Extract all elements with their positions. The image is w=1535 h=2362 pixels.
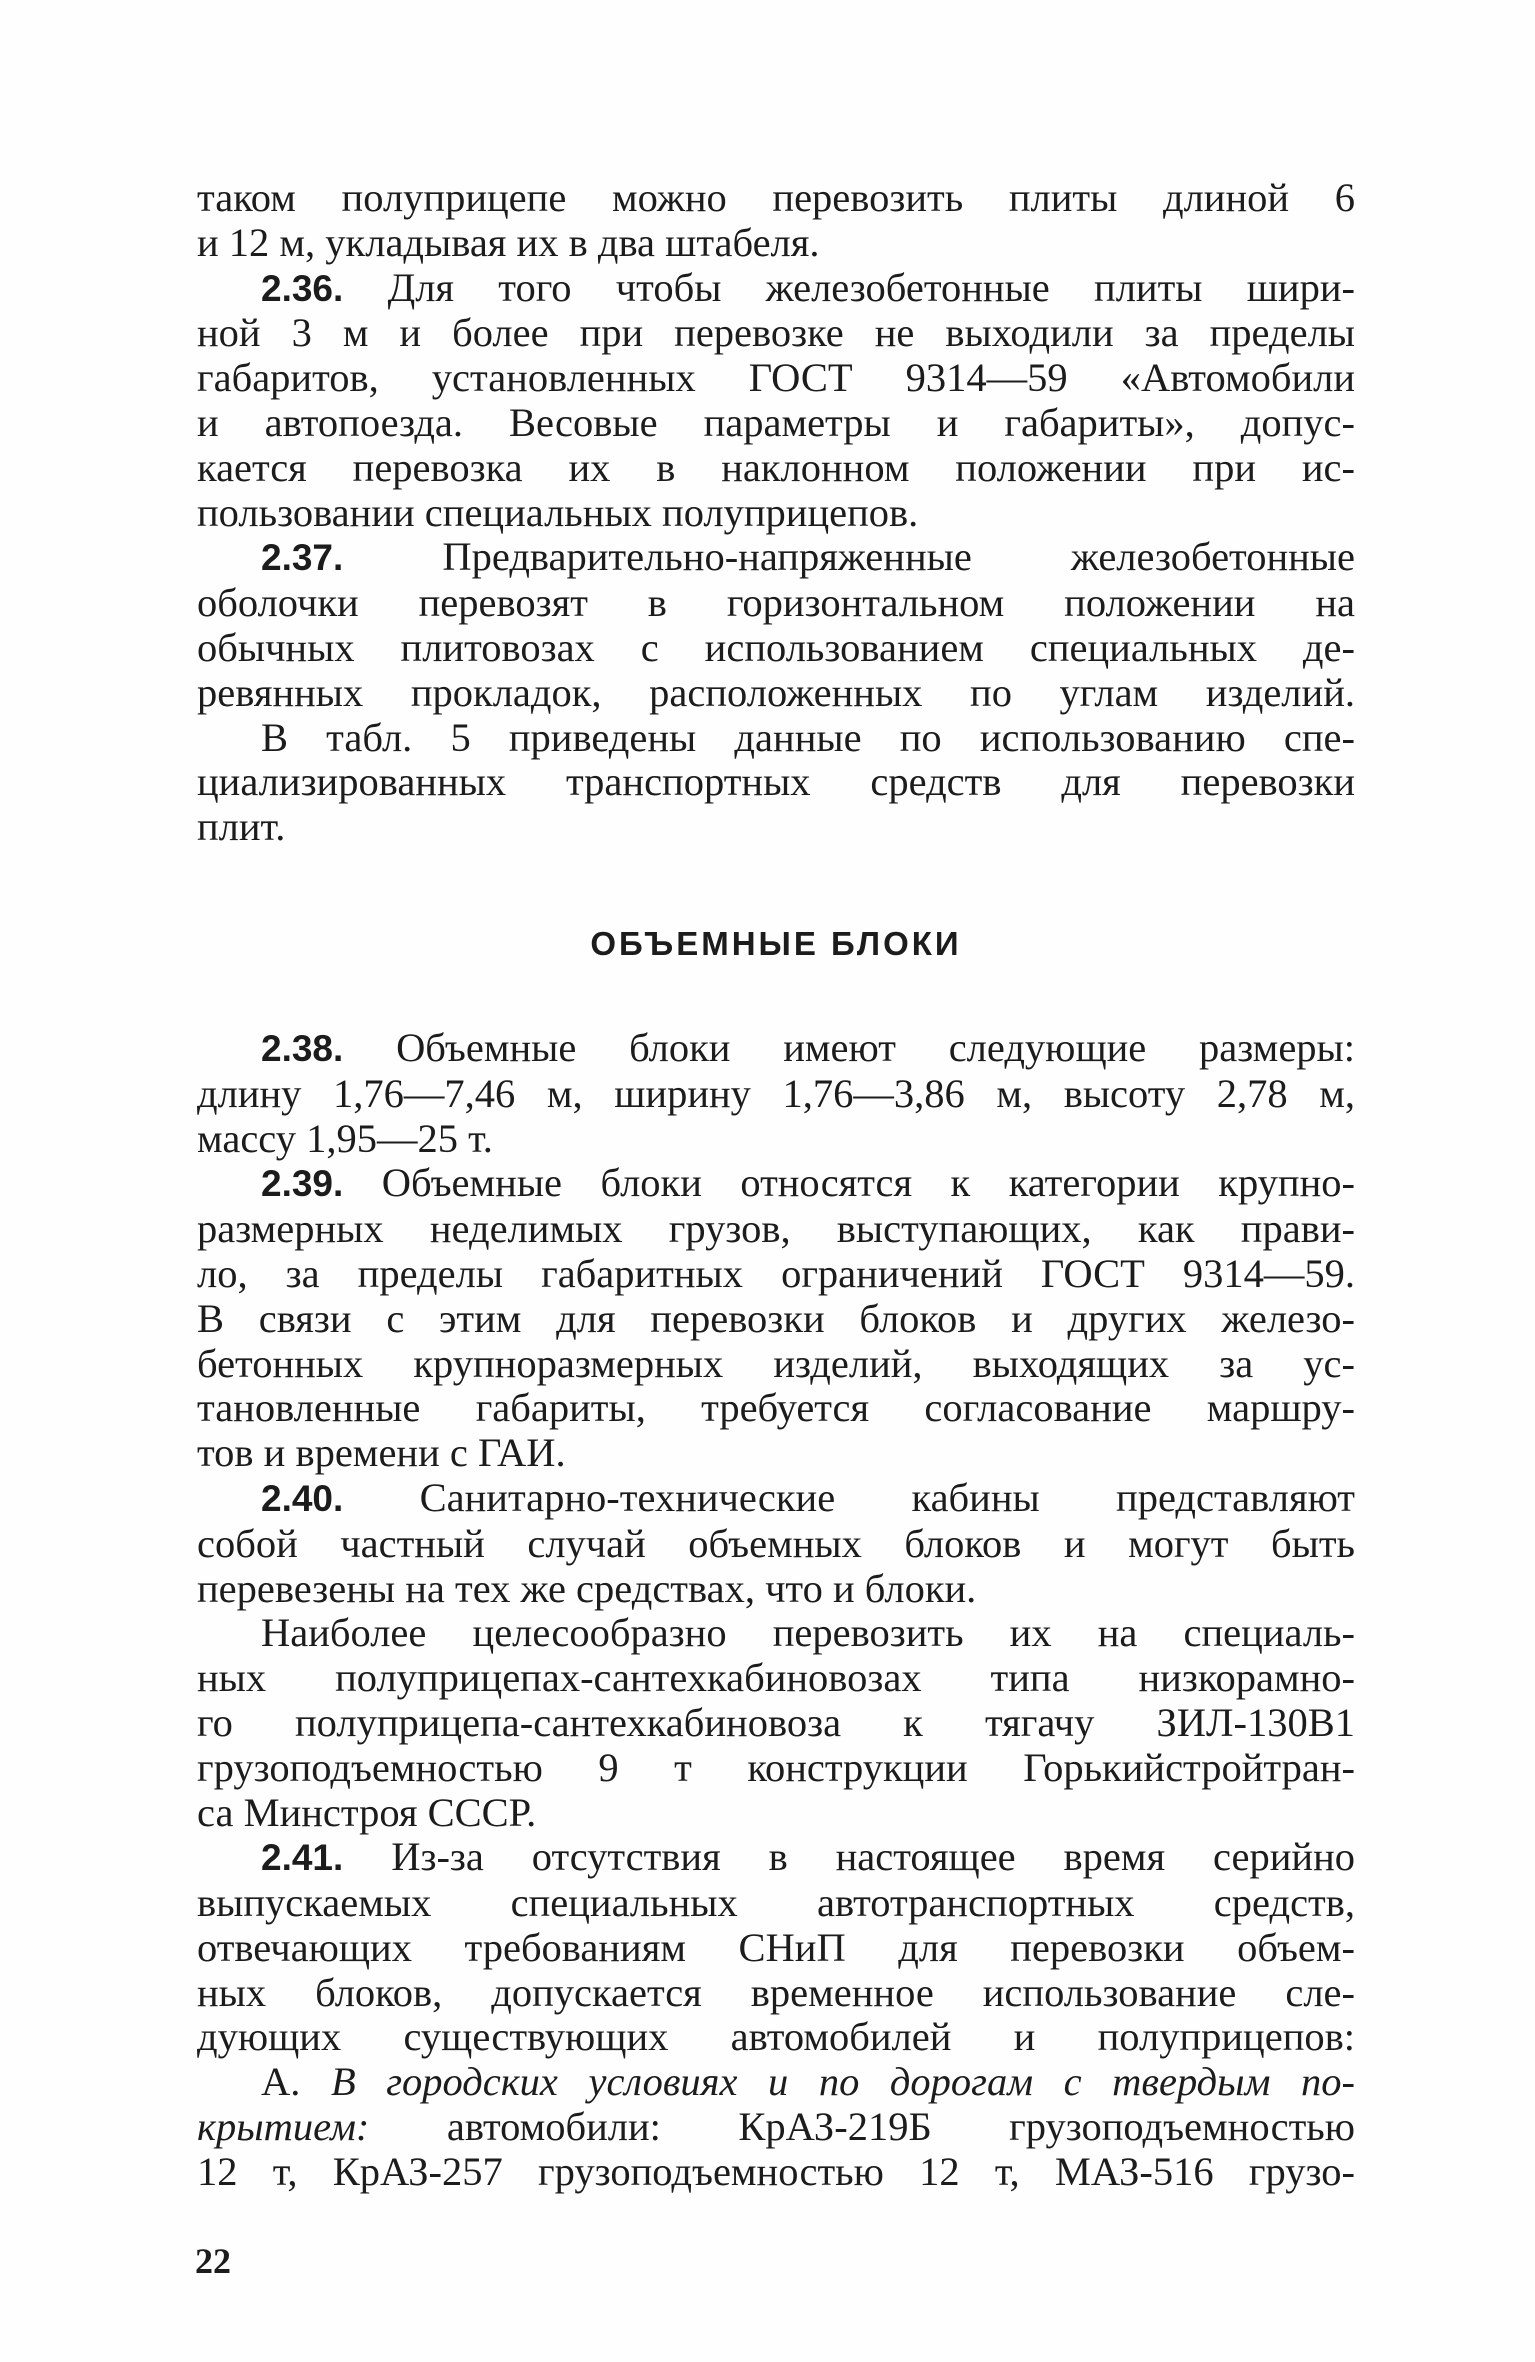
paragraph-2-37-line: 2.37. Предварительно-напряженные железобетонные: [261, 534, 1355, 580]
body-text: [197, 176, 1355, 2195]
text-line: ных полуприцепах-сантехкабиновозах типа низкорамно-: [197, 1655, 1355, 1701]
clause-number: 2.37.: [261, 537, 344, 579]
text-line: ло, за пределы габаритных ограничений ГОСТ 9314—59.: [197, 1250, 1355, 1296]
paragraph-2-40-line: 2.40. Санитарно-технические кабины представляют: [261, 1474, 1356, 1520]
text-line: ной 3 м и более при перевозке не выходили за пределы: [197, 310, 1355, 356]
text-line: оболочки перевозят в горизонтальном положении на: [197, 580, 1355, 626]
text-line: кается перевозка их в наклонном положении при ис-: [197, 444, 1355, 490]
clause-number: 2.36.: [261, 267, 344, 309]
paragraph-2-38-line: 2.38. Объемные блоки имеют следующие размеры:: [261, 1024, 1356, 1070]
text-line: массу 1,95—25 т.: [197, 1115, 493, 1161]
page-number: 22: [195, 2241, 231, 2281]
italic-text: крытием:: [197, 2104, 370, 2150]
text-line: дующих существующих автомобилей и полуприцепов:: [197, 2014, 1355, 2060]
paragraph-a-line: крытием: автомобили: КрАЗ-219Б грузоподъемностью: [197, 2104, 1355, 2150]
paragraph-a-line: А. В городских условиях и по дорогам с твердым по-: [261, 2059, 1356, 2105]
text-line: В табл. 5 приведены данные по использованию спе-: [261, 714, 1355, 760]
text-line: обычных плитовозах с использованием специальных де-: [197, 624, 1355, 670]
text-line: Наиболее целесообразно перевозить их на специаль-: [261, 1610, 1355, 1656]
text-line: выпускаемых специальных автотранспортных средств,: [197, 1880, 1355, 1926]
text-line: размерных неделимых грузов, выступающих, как прави-: [197, 1206, 1355, 1252]
section-heading: ОБЪЕМНЫЕ БЛОКИ: [590, 924, 962, 962]
text-line: грузоподъемностью 9 т конструкции Горькийстройтран-: [197, 1744, 1355, 1790]
clause-number: 2.39.: [261, 1163, 344, 1205]
text-line: го полуприцепа-сантехкабиновоза к тягачу ЗИЛ-130В1: [197, 1699, 1355, 1745]
text-line: перевезены на тех же средствах, что и блоки.: [197, 1565, 977, 1611]
text-line: отвечающих требованиям СНиП для перевозки объем-: [197, 1924, 1355, 1970]
text-line: ревянных прокладок, расположенных по углам изделий.: [197, 669, 1355, 715]
text-line: пользовании специальных полуприцепов.: [197, 489, 919, 535]
text-line: ных блоков, допускается временное использование сле-: [197, 1969, 1355, 2015]
text-line: плит.: [197, 804, 286, 850]
paragraph-2-39-line: 2.39. Объемные блоки относятся к категории крупно-: [261, 1160, 1356, 1206]
text-line: В связи с этим для перевозки блоков и других железо-: [197, 1295, 1355, 1341]
text-line: 12 т, КрАЗ-257 грузоподъемностью 12 т, МАЗ-516 грузо-: [197, 2148, 1355, 2194]
text-line: собой частный случай объемных блоков и могут быть: [197, 1520, 1355, 1566]
text-line: длину 1,76—7,46 м, ширину 1,76—3,86 м, высоту 2,78 м,: [197, 1070, 1355, 1116]
clause-number: 2.40.: [261, 1477, 344, 1519]
text-line: тановленные габариты, требуется согласование маршру-: [197, 1385, 1355, 1431]
paragraph-2-36-line: 2.36. Для того чтобы железобетонные плиты шири-: [261, 264, 1356, 310]
text-line: и автопоезда. Весовые параметры и габариты», допус-: [197, 399, 1355, 445]
text-line: таком полуприцепе можно перевозить плиты длиной 6: [197, 175, 1355, 220]
text-line: и 12 м, укладывая их в два штабеля.: [197, 219, 820, 265]
italic-text: В городских условиях и по дорогам с твердым по-: [330, 2059, 1356, 2105]
text-line: тов и времени с ГАИ.: [197, 1430, 566, 1476]
paragraph-2-41-line: 2.41. Из-за отсутствия в настоящее время серийно: [261, 1834, 1356, 1880]
text-line: циализированных транспортных средств для перевозки: [197, 759, 1355, 805]
clause-number: 2.38.: [261, 1027, 344, 1069]
text-line: габаритов, установленных ГОСТ 9314—59 «Автомобили: [197, 355, 1355, 401]
text-line: са Минстроя СССР.: [197, 1789, 537, 1835]
text-line: бетонных крупноразмерных изделий, выходящих за ус-: [197, 1340, 1355, 1386]
clause-number: 2.41.: [261, 1837, 344, 1879]
